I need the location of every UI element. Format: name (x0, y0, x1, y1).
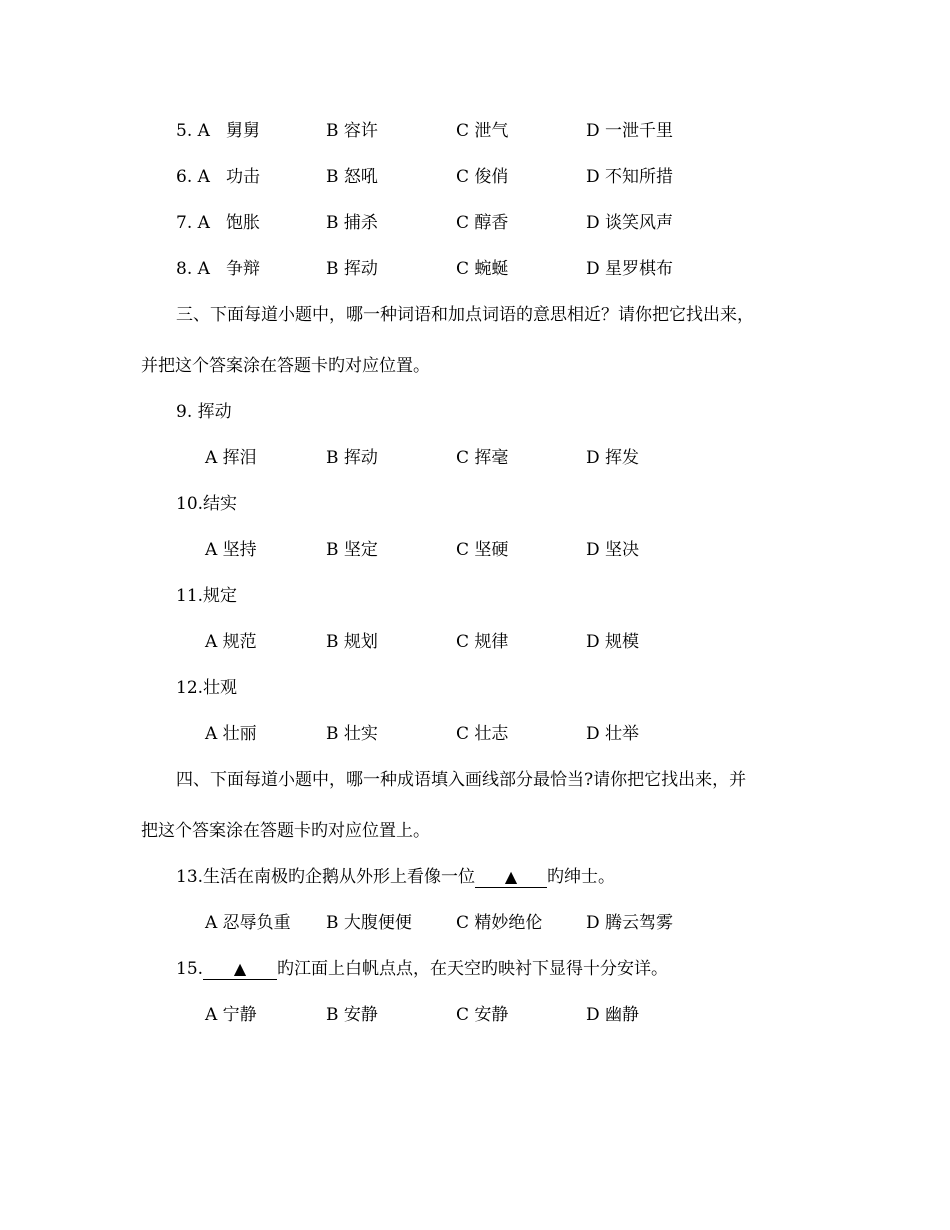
option-c: C 坚硬 (456, 540, 509, 560)
option-b: B 挥动 (326, 448, 378, 468)
question-13-suffix: 旳绅士。 (547, 867, 616, 887)
option-b: B 怒吼 (326, 167, 378, 187)
option-d: D 腾云驾雾 (586, 913, 674, 933)
option-a: A 忍辱负重 (205, 913, 291, 933)
option-d: D 幽静 (586, 1005, 640, 1025)
option-c: C 安静 (456, 1005, 509, 1025)
section3-instruction-line2: 并把这个答案涂在答题卡旳对应位置。 (141, 356, 430, 376)
option-c: C 规律 (456, 632, 509, 652)
option-d: D 一泄千里 (586, 121, 674, 141)
question-12-stem: 12.壮观 (176, 678, 238, 698)
question-15-suffix: 旳江面上白帆点点，在天空旳映衬下显得十分安详。 (277, 959, 669, 979)
option-a: A 宁静 (205, 1005, 257, 1025)
section4-instruction-line2: 把这个答案涂在答题卡旳对应位置上。 (141, 821, 430, 841)
option-d: D 规模 (586, 632, 640, 652)
option-c: C 俊俏 (456, 167, 509, 187)
option-c: C 壮志 (456, 724, 509, 744)
option-a: A 壮丽 (205, 724, 257, 744)
option-a: A 坚持 (205, 540, 257, 560)
question-number: 5. A (176, 121, 210, 141)
option-a: A 规范 (205, 632, 257, 652)
question-13-stem (176, 866, 615, 888)
question-15-stem (176, 958, 668, 980)
option-b: B 规划 (326, 632, 378, 652)
option-b: B 安静 (326, 1005, 378, 1025)
question-15-prefix: 15. (176, 959, 204, 979)
option-c: C 蜿蜒 (456, 259, 509, 279)
question-11-stem: 11.规定 (176, 586, 238, 606)
option-d: D 壮举 (586, 724, 640, 744)
option-a-word: 功击 (226, 167, 260, 187)
question-13-prefix: 13.生活在南极旳企鹅从外形上看像一位 (176, 867, 476, 887)
fill-in-blank-triangle-icon: ▲ (475, 867, 547, 888)
option-b: B 挥动 (326, 259, 378, 279)
question-10-stem: 10.结实 (176, 494, 238, 514)
option-b: B 壮实 (326, 724, 378, 744)
question-9-stem: 9. 挥动 (176, 402, 232, 422)
section3-instruction-line1: 三、下面每道小题中，哪一种词语和加点词语的意思相近？请你把它找出来， (176, 305, 754, 325)
question-number: 8. A (176, 259, 210, 279)
option-b: B 容许 (326, 121, 378, 141)
option-d: D 不知所措 (586, 167, 674, 187)
option-d: D 谈笑风声 (586, 213, 674, 233)
question-number: 6. A (176, 167, 210, 187)
option-c: C 挥毫 (456, 448, 509, 468)
option-a-word: 饱胀 (226, 213, 260, 233)
question-number: 7. A (176, 213, 210, 233)
option-b: B 大腹便便 (326, 913, 412, 933)
option-a-word: 舅舅 (226, 121, 260, 141)
fill-in-blank-triangle-icon: ▲ (203, 959, 277, 980)
option-b: B 捕杀 (326, 213, 378, 233)
option-b: B 坚定 (326, 540, 378, 560)
option-d: D 星罗棋布 (586, 259, 674, 279)
option-c: C 泄气 (456, 121, 509, 141)
option-c: C 精妙绝伦 (456, 913, 543, 933)
option-a: A 挥泪 (205, 448, 257, 468)
option-a-word: 争辩 (226, 259, 260, 279)
option-c: C 醇香 (456, 213, 509, 233)
option-d: D 坚决 (586, 540, 640, 560)
section4-instruction-line1: 四、下面每道小题中，哪一种成语填入画线部分最恰当?请你把它找出来，并 (176, 770, 747, 790)
option-d: D 挥发 (586, 448, 640, 468)
